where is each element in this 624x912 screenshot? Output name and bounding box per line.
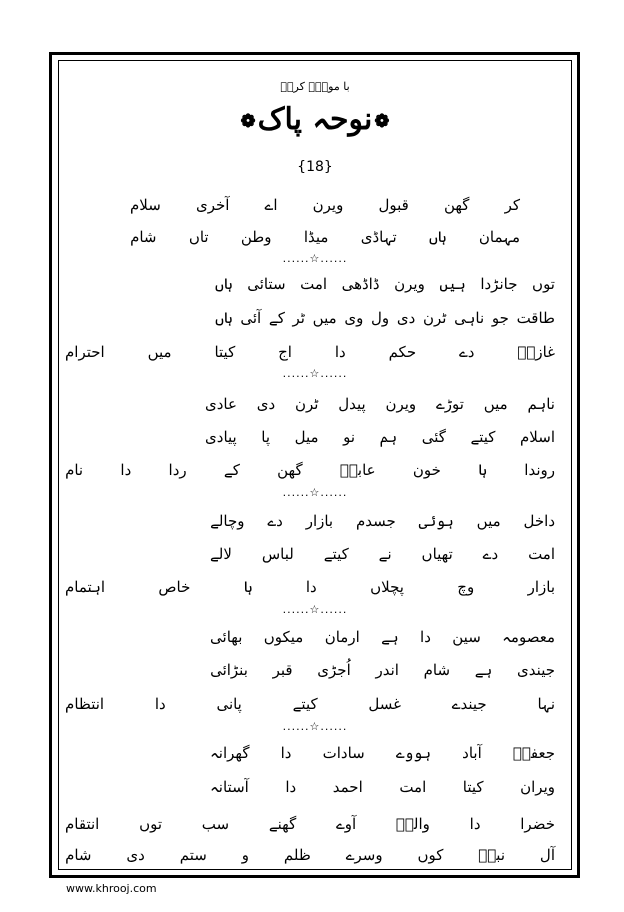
poem-word: توں — [139, 815, 163, 833]
poem-word: احترام — [65, 343, 105, 361]
poem-word: سب — [201, 815, 230, 833]
poem-word: امت — [399, 778, 427, 796]
poem-line — [210, 661, 555, 679]
poem-word: اندر — [375, 661, 399, 679]
poem-line — [210, 744, 555, 762]
poem-word: اسلام — [520, 428, 555, 446]
poem-word: ٹر — [292, 309, 305, 327]
poem-word: دے — [458, 343, 475, 361]
poem-word: ہے — [474, 661, 493, 679]
poem-word: وسرے — [345, 846, 383, 864]
poem-word: خضرا — [520, 815, 555, 833]
poem-word: دا — [120, 461, 132, 479]
poem-word: ہم — [379, 428, 398, 446]
poem-word: والیؑ — [395, 815, 430, 833]
poem-word: بنڑائی — [210, 661, 248, 679]
poem-line — [205, 395, 555, 413]
poem-word: عادی — [205, 395, 237, 413]
poem-word: بازار — [527, 578, 555, 596]
poem-word: کیتے — [470, 428, 496, 446]
poem-word: گھنے — [268, 815, 297, 833]
invocation-text: با مولاؑ کرمؑ — [280, 80, 350, 93]
poem-word: کے — [223, 461, 240, 479]
poem-word: وچ — [457, 578, 475, 596]
poem-word: ردا — [168, 461, 187, 479]
poem-word: جیندی — [517, 661, 555, 679]
poem-line — [65, 815, 555, 833]
footer-url: www.khrooj.com — [66, 882, 157, 895]
ornament-left-icon: ❁ — [240, 110, 256, 132]
poem-word: ستم — [179, 846, 207, 864]
poem-word: کر — [504, 196, 520, 214]
poem-line — [210, 628, 555, 646]
poem-word: گھرانہ — [210, 744, 250, 762]
poem-line — [210, 778, 555, 796]
poem-word: نو — [343, 428, 356, 446]
stanza-separator: ......☆...... — [282, 603, 348, 616]
poem-word: آل — [539, 846, 555, 864]
poem-word: ویرن — [385, 395, 417, 413]
poem-word: خاص — [158, 578, 191, 596]
poem-word: اج — [278, 343, 292, 361]
poem-word: شام — [65, 846, 92, 864]
poem-word: دا — [334, 343, 346, 361]
poem-word: دا — [154, 695, 166, 713]
poem-word: دے — [482, 545, 499, 563]
poem-line — [65, 578, 555, 596]
poem-word: سلام — [130, 196, 161, 214]
poem-word: دے — [267, 512, 283, 530]
poem-word: ہوئی — [418, 512, 454, 530]
poem-word: جیندے — [451, 695, 487, 713]
poem-word: وطن — [240, 228, 272, 246]
poem-line — [130, 196, 520, 214]
poem-word: قبول — [378, 196, 409, 214]
poem-word: سین — [452, 628, 481, 646]
poem-line — [210, 512, 555, 530]
poem-word: بھائی — [210, 628, 243, 646]
stanza-separator: ......☆...... — [282, 486, 348, 499]
poem-word: وی — [344, 309, 364, 327]
ornament-right-icon: ❁ — [374, 110, 390, 132]
poem-word: داخل — [523, 512, 555, 530]
poem-word: طاقت — [516, 309, 555, 327]
poem-word: ہووے — [395, 744, 432, 762]
poem-word: ویرن — [312, 196, 344, 214]
poem-line — [65, 846, 555, 864]
poem-word: دا — [280, 744, 292, 762]
poem-word: اے — [264, 196, 278, 214]
poem-word: معصومہ — [502, 628, 555, 646]
poem-word: میں — [147, 343, 172, 361]
poem-word: ستائی — [247, 275, 286, 293]
poem-word: تھیاں — [421, 545, 453, 563]
poem-word: انتقام — [65, 815, 100, 833]
poem-word: گئی — [421, 428, 446, 446]
poem-word: ڈاڈھی — [341, 275, 380, 293]
poem-word: ٹرن — [422, 309, 447, 327]
poem-word: ناہم — [527, 395, 555, 413]
poem-word: ظلم — [283, 846, 311, 864]
poem-line — [210, 545, 555, 563]
stanza-separator: ......☆...... — [282, 367, 348, 380]
poem-word: شام — [130, 228, 157, 246]
poem-word: میں — [312, 309, 337, 327]
poem-word: انتظام — [65, 695, 105, 713]
poem-word: نہا — [537, 695, 555, 713]
poem-word: ٹرن — [294, 395, 319, 413]
poem-line — [65, 695, 555, 713]
poem-word: ارمان — [324, 628, 360, 646]
poem-word: ہاں — [215, 309, 233, 327]
poem-word: آوے — [335, 815, 357, 833]
poem-word: خون — [412, 461, 441, 479]
poem-word: روندا — [524, 461, 555, 479]
poem-word: ویرن — [394, 275, 425, 293]
poem-word: ہاں — [429, 228, 447, 246]
poem-word: جعفرؔ — [512, 744, 555, 762]
poem-word: امت — [528, 545, 555, 563]
title-text: نوحہ پاک — [257, 102, 373, 137]
poem-word: میں — [476, 512, 501, 530]
poem-word: آباد — [462, 744, 482, 762]
poem-word: آستانہ — [210, 778, 249, 796]
page-title — [58, 102, 572, 137]
poem-word: میڈا — [303, 228, 329, 246]
poem-word: تاں — [188, 228, 209, 246]
poem-word: امت — [300, 275, 328, 293]
poem-number: {18} — [297, 159, 333, 175]
poem-word: تہاڈی — [360, 228, 397, 246]
stanza-separator: ......☆...... — [282, 720, 348, 733]
poem-word: ہیں — [439, 275, 466, 293]
poem-word: آخری — [195, 196, 230, 214]
poem-word: گھن — [277, 461, 303, 479]
poem-word: دی — [126, 846, 145, 864]
poem-word: کیتا — [462, 778, 484, 796]
poem-word: میکوں — [263, 628, 304, 646]
poem-word: گھن — [443, 196, 470, 214]
poem-word: شام — [423, 661, 451, 679]
poem-word: وچالے — [210, 512, 245, 530]
poem-word: و — [241, 846, 249, 864]
poem-word: کے — [268, 309, 285, 327]
poem-word: لباس — [261, 545, 294, 563]
poem-word: غسل — [368, 695, 401, 713]
poem-word: کوں — [417, 846, 444, 864]
poem-word: دا — [469, 815, 481, 833]
poem-word: دی — [256, 395, 276, 413]
poem-word: کیتے — [323, 545, 349, 563]
poem-word: اُجڑی — [317, 661, 351, 679]
poem-line — [130, 228, 520, 246]
poem-word: مہمان — [478, 228, 520, 246]
poem-word: قبر — [272, 661, 293, 679]
poem-word: دا — [305, 578, 317, 596]
poem-line — [65, 461, 555, 479]
poem-word: ہا — [243, 578, 253, 596]
poem-line — [215, 309, 555, 327]
poem-word: میل — [294, 428, 319, 446]
poem-word: دا — [420, 628, 431, 646]
poem-word: جو — [491, 309, 509, 327]
poem-word: کیتا — [214, 343, 236, 361]
poem-word: پا — [261, 428, 271, 446]
poem-word: بازار — [305, 512, 334, 530]
poem-word: اہتمام — [65, 578, 106, 596]
poem-word: احمد — [332, 778, 363, 796]
poem-word: پچلاں — [370, 578, 404, 596]
poem-word: حکم — [388, 343, 417, 361]
poem-word: ہاں — [215, 275, 233, 293]
poem-word: ویران — [520, 778, 555, 796]
poem-word: دا — [285, 778, 297, 796]
poem-word: لالے — [210, 545, 232, 563]
poem-word: غازیؑ — [517, 343, 555, 361]
poem-word: نام — [65, 461, 84, 479]
poem-word: جانڑدا — [480, 275, 518, 293]
poem-word: نبیؐ — [478, 846, 506, 864]
poem-word: ہے — [381, 628, 399, 646]
poem-word: میں — [483, 395, 508, 413]
poem-word: توڑے — [435, 395, 464, 413]
poem-word: کیتے — [292, 695, 318, 713]
poem-line — [215, 275, 555, 293]
poem-word: سادات — [322, 744, 365, 762]
stanza-separator: ......☆...... — [282, 252, 348, 265]
poem-word: نے — [378, 545, 392, 563]
poem-word: جسدم — [355, 512, 396, 530]
poem-line — [65, 343, 555, 361]
poem-word: ناہی — [454, 309, 485, 327]
poem-word: ہا — [478, 461, 488, 479]
poem-word: پیادی — [205, 428, 237, 446]
poem-line — [205, 428, 555, 446]
poem-word: ول — [371, 309, 390, 327]
poem-word: توں — [532, 275, 555, 293]
poem-word: پیدل — [338, 395, 366, 413]
poem-word: دی — [396, 309, 416, 327]
poem-word: عابدؑ — [339, 461, 376, 479]
poem-word: آئی — [240, 309, 262, 327]
poem-word: پانی — [216, 695, 242, 713]
